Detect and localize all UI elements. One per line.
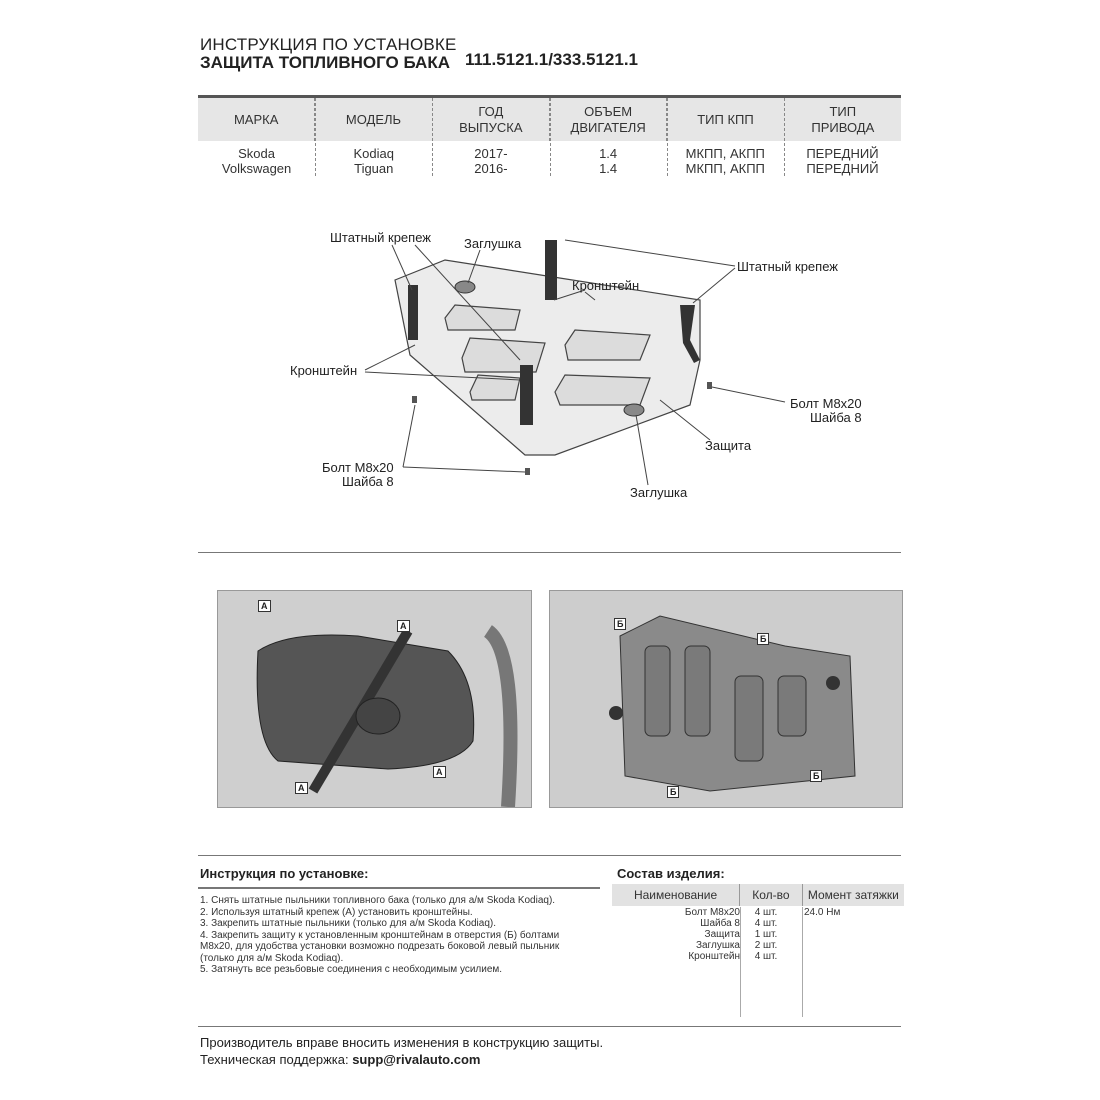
spec-header-cell: ТИП ПРИВОДА [784, 98, 901, 141]
marker-b: Б [614, 618, 626, 630]
instructions-rule [198, 887, 600, 889]
spec-col-year: 2017- 2016- [432, 141, 549, 191]
spec-col-drive: ПЕРЕДНИЙ ПЕРЕДНИЙ [784, 141, 901, 191]
spec-header-cell: МАРКА [233, 111, 279, 127]
instructions-list [200, 895, 559, 976]
label-washer-left: Шайба 8 [342, 474, 394, 489]
marker-a: А [397, 620, 410, 632]
table-row: Кронштейн 4 шт. [688, 951, 778, 962]
section-divider [198, 552, 901, 553]
spec-header-cell: МОДЕЛЬ [314, 98, 431, 141]
spec-col-brand: Skoda Volkswagen [221, 146, 292, 176]
composition-table [612, 907, 904, 962]
instruction-step: М8х20, для удобства установки возможно подрезать боковой левый пыльник [200, 941, 560, 952]
footer-notice: Производитель вправе вносить изменения в конструкцию защиты. [200, 1035, 604, 1050]
label-washer-right: Шайба 8 [810, 410, 862, 425]
label-plug-bottom: Заглушка [630, 485, 688, 500]
marker-b: Б [757, 633, 769, 645]
marker-a: А [433, 766, 446, 778]
label-protection: Защита [705, 438, 752, 453]
section-divider [198, 855, 901, 856]
instruction-step: 4. Закрепить защиту к установленным кронштейнам в отверстия (Б) болтами [200, 929, 560, 941]
label-plug-top: Заглушка [464, 236, 522, 251]
spec-header-cell: ОБЪЕМ ДВИГАТЕЛЯ [549, 98, 666, 141]
spec-header-cell: ТИП КПП [666, 98, 783, 141]
composition-col-divider [740, 907, 741, 1017]
composition-header-cell: Кол-во [739, 884, 803, 906]
label-bolt-right: Болт М8х20 [790, 396, 862, 411]
marker-b: Б [810, 770, 822, 782]
composition-header-cell: Момент затяжки [807, 888, 899, 902]
spec-col-engine: 1.4 1.4 [550, 141, 667, 191]
doc-subtitle: ЗАЩИТА ТОПЛИВНОГО БАКА [200, 53, 450, 72]
photo-brackets-installed [217, 590, 532, 808]
composition-title: Состав изделия: [617, 866, 725, 881]
instruction-step: 5. Затянуть все резьбовые соединения с необходимым усилием. [200, 964, 503, 975]
footer-divider [198, 1026, 901, 1027]
label-std-fastener-right: Штатный крепеж [737, 259, 838, 274]
label-bracket-top: Кронштейн [572, 278, 640, 293]
instruction-step: (только для а/м Skoda Kodiaq). [200, 952, 344, 964]
instruction-step: 3. Закрепить штатные пыльники (только для а/м Skoda Kodiaq). [200, 918, 496, 929]
table-row: Шайба 8 4 шт. [700, 918, 778, 929]
marker-a: А [295, 782, 308, 794]
photo-protection-installed [549, 590, 903, 808]
support-label: Техническая поддержка: [200, 1052, 353, 1067]
marker-a: А [258, 600, 271, 612]
composition-header [612, 884, 904, 906]
label-bolt-left: Болт М8х20 [322, 460, 394, 475]
label-bracket-left: Кронштейн [290, 363, 358, 378]
spec-col-model: Kodiaq Tiguan [315, 141, 432, 191]
instruction-step: 1. Снять штатные пыльники топливного бака (только для а/м Skoda Kodiaq). [200, 895, 556, 906]
composition-header-cell: Наименование [633, 888, 718, 902]
footer-support [200, 1052, 480, 1067]
spec-header-cell: ГОД ВЫПУСКА [432, 98, 549, 141]
marker-b: Б [667, 786, 679, 798]
table-row: Защита 1 шт. [704, 929, 778, 940]
instructions-title: Инструкция по установке: [200, 866, 369, 881]
spec-col-gearbox: МКПП, АКПП МКПП, АКПП [667, 141, 784, 191]
product-code: 111.5121.1/333.5121.1 [465, 50, 639, 69]
table-row: Болт М8х20 4 шт. 24.0 Нм [684, 907, 841, 918]
doc-title: ИНСТРУКЦИЯ ПО УСТАНОВКЕ [200, 35, 457, 54]
composition-col-divider [802, 907, 803, 1017]
label-std-fastener-left: Штатный крепеж [330, 230, 431, 245]
table-row: Заглушка 2 шт. [695, 940, 778, 951]
instruction-step: 2. Используя штатный крепеж (А) установить кронштейны. [200, 906, 473, 918]
support-email-link[interactable]: supp@rivalauto.com [352, 1052, 481, 1067]
